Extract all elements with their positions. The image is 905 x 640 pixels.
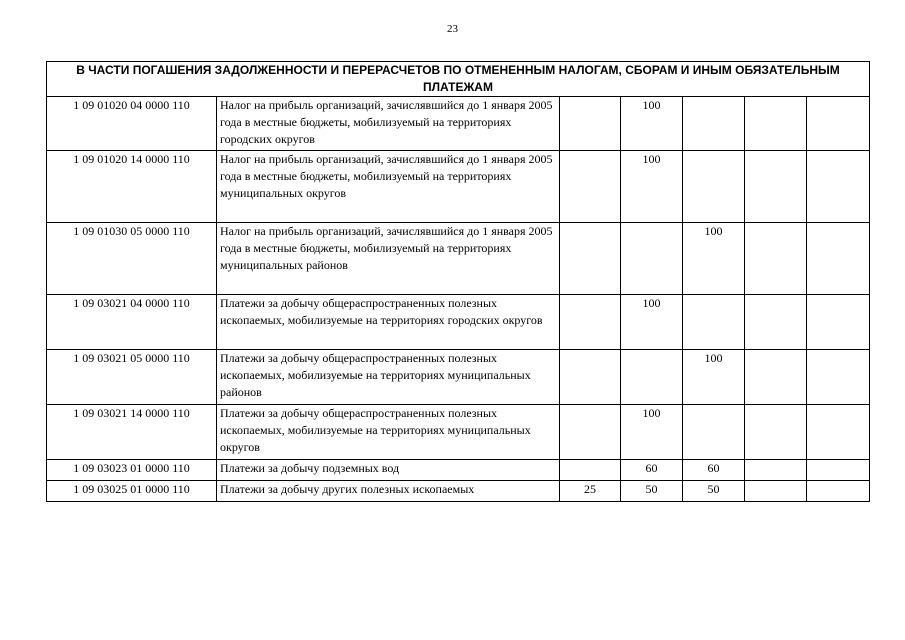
revenue-name-cell: Налог на прибыль организаций, зачислявшийся до 1 января 2005 года в местные бюджеты, мобилизуемый на территориях муниципальных округов bbox=[217, 151, 560, 223]
revenue-name-cell: Налог на прибыль организаций, зачислявшийся до 1 января 2005 года в местные бюджеты, мобилизуемый на территориях городских округов bbox=[217, 97, 560, 151]
table-row bbox=[47, 350, 870, 405]
value-cell-3 bbox=[683, 97, 745, 151]
value-cell-2: 100 bbox=[621, 405, 683, 460]
budget-code-cell: 1 09 03021 04 0000 110 bbox=[47, 295, 217, 350]
table-row bbox=[47, 223, 870, 295]
revenue-distribution-table bbox=[46, 61, 870, 502]
table-row bbox=[47, 151, 870, 223]
table-row bbox=[47, 97, 870, 151]
value-cell-2: 50 bbox=[621, 481, 683, 502]
value-cell-4 bbox=[745, 223, 807, 295]
revenue-name-cell: Платежи за добычу подземных вод bbox=[217, 460, 560, 481]
budget-code-cell: 1 09 01020 14 0000 110 bbox=[47, 151, 217, 223]
value-cell-2: 100 bbox=[621, 97, 683, 151]
value-cell-2 bbox=[621, 223, 683, 295]
revenue-name-cell: Платежи за добычу общераспространенных полезных ископаемых, мобилизуемые на территориях городских округов bbox=[217, 295, 560, 350]
section-header-row bbox=[47, 62, 870, 97]
value-cell-4 bbox=[745, 295, 807, 350]
page-number: 23 bbox=[447, 23, 458, 35]
value-cell-3 bbox=[683, 405, 745, 460]
value-cell-4 bbox=[745, 460, 807, 481]
budget-code-cell: 1 09 03023 01 0000 110 bbox=[47, 460, 217, 481]
value-cell-3 bbox=[683, 151, 745, 223]
value-cell-2: 100 bbox=[621, 295, 683, 350]
value-cell-1 bbox=[560, 151, 621, 223]
value-cell-5 bbox=[807, 460, 870, 481]
revenue-name-cell: Платежи за добычу общераспространенных полезных ископаемых, мобилизуемые на территориях муниципальных районов bbox=[217, 350, 560, 405]
value-cell-2: 60 bbox=[621, 460, 683, 481]
table-row bbox=[47, 405, 870, 460]
table-row bbox=[47, 481, 870, 502]
revenue-name-cell: Налог на прибыль организаций, зачислявшийся до 1 января 2005 года в местные бюджеты, мобилизуемый на территориях муниципальных районов bbox=[217, 223, 560, 295]
value-cell-4 bbox=[745, 481, 807, 502]
value-cell-1 bbox=[560, 350, 621, 405]
value-cell-5 bbox=[807, 223, 870, 295]
value-cell-2: 100 bbox=[621, 151, 683, 223]
value-cell-5 bbox=[807, 481, 870, 502]
value-cell-4 bbox=[745, 151, 807, 223]
value-cell-5 bbox=[807, 97, 870, 151]
budget-code-cell: 1 09 03025 01 0000 110 bbox=[47, 481, 217, 502]
value-cell-3: 50 bbox=[683, 481, 745, 502]
value-cell-1 bbox=[560, 460, 621, 481]
value-cell-1: 25 bbox=[560, 481, 621, 502]
budget-code-cell: 1 09 01020 04 0000 110 bbox=[47, 97, 217, 151]
value-cell-3 bbox=[683, 295, 745, 350]
value-cell-1 bbox=[560, 405, 621, 460]
value-cell-5 bbox=[807, 405, 870, 460]
value-cell-3: 100 bbox=[683, 350, 745, 405]
value-cell-1 bbox=[560, 295, 621, 350]
revenue-name-cell: Платежи за добычу общераспространенных полезных ископаемых, мобилизуемые на территориях муниципальных округов bbox=[217, 405, 560, 460]
value-cell-5 bbox=[807, 295, 870, 350]
table-row bbox=[47, 460, 870, 481]
budget-code-cell: 1 09 03021 05 0000 110 bbox=[47, 350, 217, 405]
section-title: В ЧАСТИ ПОГАШЕНИЯ ЗАДОЛЖЕННОСТИ И ПЕРЕРАСЧЕТОВ ПО ОТМЕНЕННЫМ НАЛОГАМ, СБОРАМ И ИНЫМ ОБЯЗАТЕЛЬНЫМ ПЛАТЕЖАМ bbox=[47, 62, 870, 97]
value-cell-5 bbox=[807, 350, 870, 405]
value-cell-1 bbox=[560, 97, 621, 151]
table-row bbox=[47, 295, 870, 350]
budget-code-cell: 1 09 01030 05 0000 110 bbox=[47, 223, 217, 295]
value-cell-4 bbox=[745, 350, 807, 405]
value-cell-3: 100 bbox=[683, 223, 745, 295]
value-cell-1 bbox=[560, 223, 621, 295]
value-cell-4 bbox=[745, 405, 807, 460]
value-cell-4 bbox=[745, 97, 807, 151]
revenue-name-cell: Платежи за добычу других полезных ископаемых bbox=[217, 481, 560, 502]
budget-code-cell: 1 09 03021 14 0000 110 bbox=[47, 405, 217, 460]
value-cell-5 bbox=[807, 151, 870, 223]
value-cell-3: 60 bbox=[683, 460, 745, 481]
value-cell-2 bbox=[621, 350, 683, 405]
